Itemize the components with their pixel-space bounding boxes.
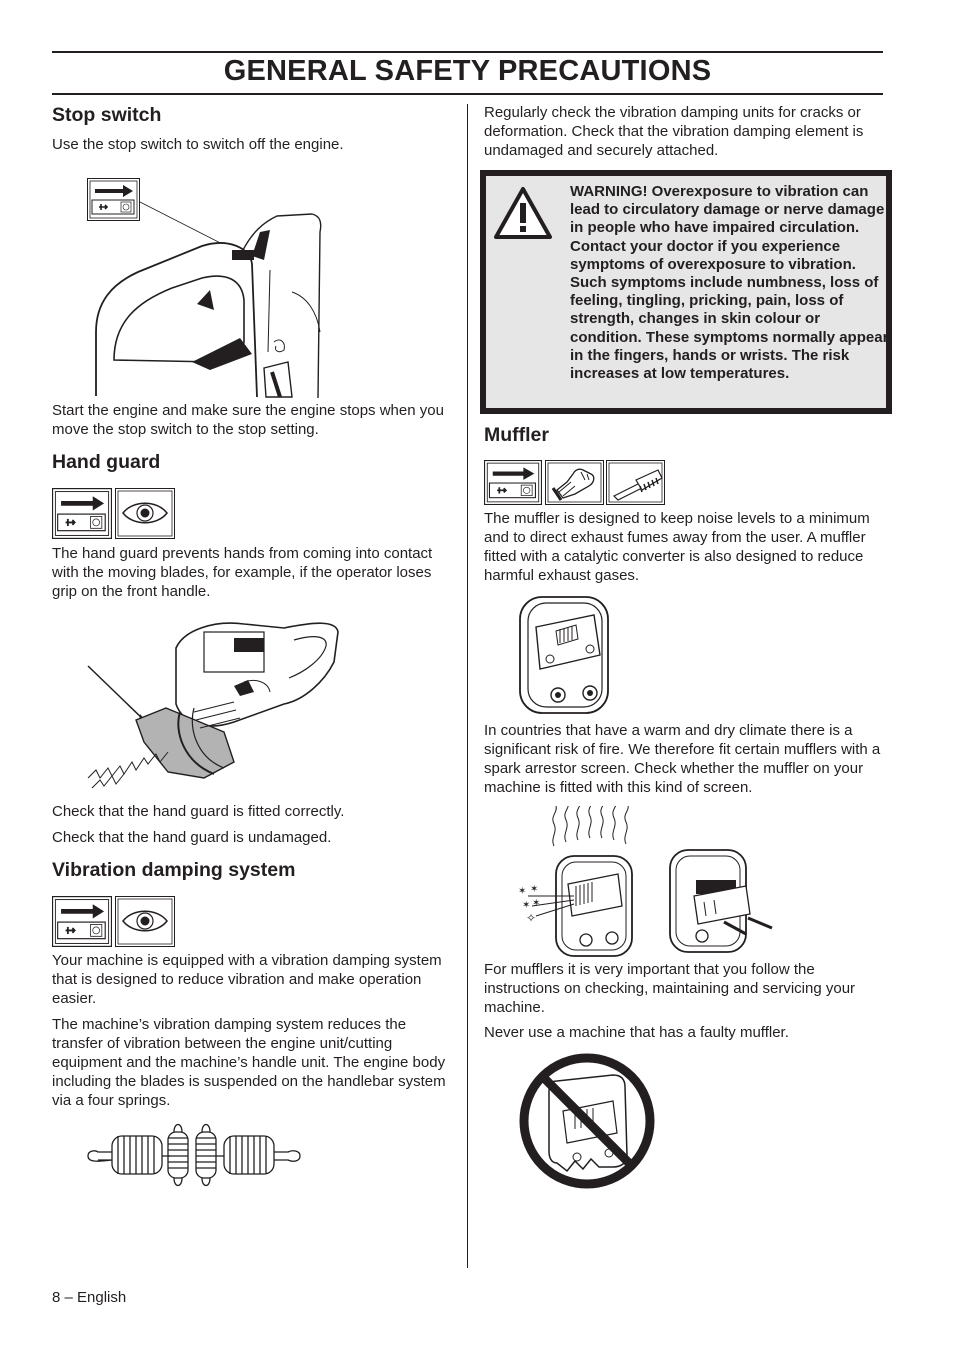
page-title: GENERAL SAFETY PRECAUTIONS xyxy=(223,55,712,87)
stop-switch-intro: Use the stop switch to switch off the engine. xyxy=(52,136,344,153)
warning-triangle-icon xyxy=(493,186,553,240)
eye-inspect-icon xyxy=(115,488,175,539)
column-divider xyxy=(467,104,468,1268)
svg-text:✶: ✶ xyxy=(518,886,527,897)
page-footer: 8 – English xyxy=(52,1289,127,1306)
hand-guard-check-fitted: Check that the hand guard is fitted correctly. xyxy=(52,803,345,820)
no-faulty-muffler-icon xyxy=(517,1051,657,1191)
top-rule xyxy=(52,51,883,53)
muffler-p2: In countries that have a warm and dry climate there is a significant risk of fire. We therefore fit certain mufflers with a spark arrestor screen. Check whether the muffler on your machine is fitted with this kind of screen. xyxy=(484,722,881,796)
hand-guard-heading: Hand guard xyxy=(52,451,161,473)
svg-text:✶: ✶ xyxy=(532,898,541,909)
title-rule xyxy=(52,93,883,95)
hand-guard-check-undamaged: Check that the hand guard is undamaged. xyxy=(52,829,332,846)
muffler-illustration xyxy=(516,593,612,717)
warning-box xyxy=(480,170,892,414)
stop-switch-illustration xyxy=(92,192,332,398)
muffler-heat-sparks-illustration xyxy=(514,806,776,960)
muffler-p3: For mufflers it is very important that you follow the instructions on checking, maintaining and servicing your machine. xyxy=(484,961,856,1016)
maintenance-arrow-icon xyxy=(484,460,542,505)
vibration-p2: The machine’s vibration damping system reduces the transfer of vibration between the engine unit/cutting equipment and the machine’s handle unit. The engine body including the blades is suspended on the handlebar system via a four springs. xyxy=(52,1016,446,1109)
muffler-p4: Never use a machine that has a faulty muffler. xyxy=(484,1024,789,1041)
vibration-heading: Vibration damping system xyxy=(52,859,296,881)
vibration-check-text: Regularly check the vibration damping units for cracks or deformation. Check that the vibration damping element is undamaged and securely attached. xyxy=(484,104,864,159)
wire-brush-icon xyxy=(606,460,665,505)
svg-text:✧: ✧ xyxy=(526,911,537,925)
vibration-p1: Your machine is equipped with a vibration damping system that is designed to reduce vibration and make operation easier. xyxy=(52,952,442,1007)
hand-guard-illustration xyxy=(84,612,342,792)
glove-icon xyxy=(545,460,604,505)
eye-inspect-icon xyxy=(115,896,175,947)
warning-text: WARNING! Overexposure to vibration can lead to circulatory damage or nerve damage in people who have impaired circulation. Contact your doctor if you experience symptoms of overexposure to vibration. Such symptoms include numbness, loss of feeling, tingling, pricking, pain, loss of strength, changes in skin colour or condition. These symptoms normally appear in the fingers, hands or wrists. The risk increases at low temperatures. xyxy=(570,183,889,383)
maintenance-arrow-icon xyxy=(52,488,112,539)
svg-text:✶: ✶ xyxy=(530,884,539,895)
stop-switch-instruction: Start the engine and make sure the engine stops when you move the stop switch to the stop setting. xyxy=(52,402,444,438)
springs-illustration xyxy=(86,1118,302,1192)
muffler-heading: Muffler xyxy=(484,424,549,446)
maintenance-arrow-icon xyxy=(52,896,112,947)
muffler-p1: The muffler is designed to keep noise levels to a minimum and to direct exhaust fumes away from the user. A muffler fitted with a catalytic converter is also designed to reduce harmful exhaust gases. xyxy=(484,510,870,584)
stop-switch-heading: Stop switch xyxy=(52,104,162,126)
svg-text:✶: ✶ xyxy=(522,900,531,911)
hand-guard-text: The hand guard prevents hands from coming into contact with the moving blades, for example, if the operator loses grip on the front handle. xyxy=(52,545,433,600)
